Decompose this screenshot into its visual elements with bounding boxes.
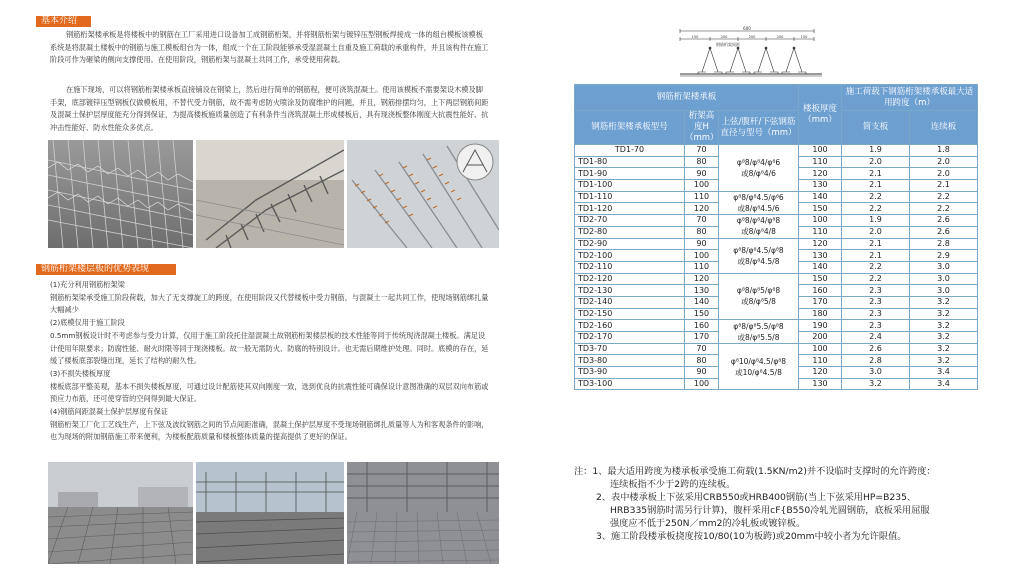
cell-simple: 2.8 (842, 355, 910, 367)
cell-simple: 2.2 (842, 203, 910, 215)
photo-site-1 (48, 462, 193, 564)
cell-thickness: 130 (799, 250, 842, 262)
cell-height: 70 (685, 343, 719, 355)
cell-continuous: 2.9 (910, 250, 978, 262)
cell-continuous: 3.0 (910, 261, 978, 273)
section-title-advantages: 钢筋桁架楼层板的优势表现 (36, 264, 176, 275)
th-thickness: 楼板厚度（mm） (799, 85, 842, 145)
cell-simple: 2.2 (842, 191, 910, 203)
cell-height: 120 (685, 203, 719, 215)
cell-height: 160 (685, 320, 719, 332)
cell-model: TD2-160 (575, 320, 685, 332)
adv-line-6: 楼板底部平整美观，基本不损失楼板厚度，可通过设计配筋使其双向刚度一致，选到优良的抗震性能可确保设计意图准确的双层双向布筋或预应力布筋，还可使穿管的空间得到最大保证。 (50, 381, 489, 404)
cell-continuous: 3.4 (910, 378, 978, 390)
cell-spec-group-4: φ⁸8/φ⁸4.5/φ⁸8 或8/φ⁸4.5/8 (719, 238, 799, 273)
cell-thickness: 140 (799, 191, 842, 203)
adv-line-5: (3)不损失楼板厚度 (50, 368, 111, 378)
dim-total: 600 (743, 26, 751, 31)
cell-height: 100 (685, 250, 719, 262)
table-row (575, 343, 978, 355)
cell-continuous: 3.2 (910, 355, 978, 367)
cell-model: TD1-70 (575, 145, 685, 157)
cell-thickness: 100 (799, 343, 842, 355)
photo-truss-deck-panel (347, 140, 499, 248)
cell-simple: 2.6 (842, 343, 910, 355)
cell-thickness: 200 (799, 332, 842, 344)
cell-spec-group-6: φ⁸8/φ⁸5.5/φ⁸8 或8/φ⁸5.5/8 (719, 320, 799, 343)
cell-thickness: 120 (799, 367, 842, 379)
th-height: 桁架高度H（mm） (685, 111, 719, 143)
cell-simple: 1.9 (842, 145, 910, 157)
photo-truss-closeup (196, 140, 344, 248)
cell-simple: 1.9 (842, 215, 910, 227)
cell-height: 80 (685, 156, 719, 168)
cell-model: TD2-170 (575, 332, 685, 344)
adv-line-7: (4)钢筋间距混凝土保护层厚度有保证 (50, 407, 168, 417)
cell-height: 90 (685, 367, 719, 379)
dim-part-4: 200 (776, 35, 784, 39)
cell-model: TD1-110 (575, 191, 685, 203)
note-1b: 连续板指不少于2跨的连续板。 (610, 479, 736, 490)
cell-simple: 2.3 (842, 296, 910, 308)
th-continuous: 连续板 (910, 111, 978, 145)
note-2b: HRB335钢筋时需另行计算)，腹杆采用cF{B550冷轧光圆钢筋，底板采用屈服 (610, 505, 930, 516)
section-title-intro: 基本介绍 (36, 16, 91, 27)
cell-continuous: 2.1 (910, 180, 978, 192)
table-row (575, 145, 978, 157)
cell-thickness: 110 (799, 156, 842, 168)
cell-simple: 2.1 (842, 238, 910, 250)
cell-continuous: 3.2 (910, 296, 978, 308)
cell-height: 90 (685, 238, 719, 250)
cell-continuous: 2.6 (910, 226, 978, 238)
th-group-span: 施工荷载下钢筋桁架楼承板最大适用跨度（m） (842, 85, 978, 111)
spec-table (574, 84, 978, 390)
cell-continuous: 2.2 (910, 191, 978, 203)
intro-paragraph-2: 在施下现场，可以将钢筋桁架楼承板直接铺设在钢梁上，然后进行简单的钢筋程，便可浇筑混凝土。使用该模板不需要架设木模及脚手架，底部镀锌压型钢板仅做模板用，不替代受力钢筋，故不需考虑防火喷涂及防腐维护的问题，并且，钢筋排摆均匀，上下两层钢筋间距及混凝土保护层厚度能充分得到保证，为提高楼板施质量创造了有利条件当浇筑混凝土形成楼板后，具有现浇板整体刚度大抗震性能好、抗冲击性能好、防水性能众多优点。 (50, 85, 489, 133)
cell-continuous: 3.2 (910, 332, 978, 344)
th-model: 钢筋桁架楼承板型号 (575, 111, 685, 145)
cell-thickness: 110 (799, 355, 842, 367)
table-row (575, 320, 978, 332)
cell-thickness: 150 (799, 203, 842, 215)
cell-thickness: 120 (799, 238, 842, 250)
cell-model: TD3-70 (575, 343, 685, 355)
cell-height: 100 (685, 378, 719, 390)
cell-continuous: 1.8 (910, 145, 978, 157)
cell-continuous: 2.8 (910, 238, 978, 250)
cell-height: 110 (685, 261, 719, 273)
dim-part-5: 150 (800, 35, 808, 39)
photo-site-3 (347, 462, 499, 564)
dim-part-1: 150 (691, 35, 699, 39)
cell-height: 80 (685, 226, 719, 238)
cell-simple: 2.1 (842, 250, 910, 262)
cell-continuous: 3.0 (910, 285, 978, 297)
cell-height: 70 (685, 145, 719, 157)
cell-continuous: 3.2 (910, 343, 978, 355)
adv-line-3: (2)底模仅用于施工阶段 (50, 318, 125, 328)
cell-continuous: 2.2 (910, 203, 978, 215)
cell-thickness: 120 (799, 168, 842, 180)
note-2a: 2、表中楼承板上下弦采用CRB550或HRB400钢筋(当上下弦采用HP=B235、 (596, 492, 917, 503)
cell-continuous: 3.0 (910, 273, 978, 285)
cell-thickness: 100 (799, 215, 842, 227)
cell-height: 90 (685, 168, 719, 180)
cell-model: TD1-80 (575, 156, 685, 168)
cell-simple: 2.0 (842, 156, 910, 168)
cell-model: TD1-100 (575, 180, 685, 192)
cell-continuous: 3.2 (910, 320, 978, 332)
intro-paragraph-1: 钢筋桁架楼承板是将楼板中的钢筋在工厂采用进口设备加工成钢筋桁架，并将钢筋桁架与镀锌压型钢板焊接成一体的组台模板该模板系统是将混凝土楼板中的钢筋与施工模板组台为一体，组成一个在工阶段能够承受湿混凝土自重及施工荷载的承重构件，并且该构件在施工阶段可作为砸梁的侧向支撑使用。在使用阶段，钢筋桁架与混凝土共同工作，承受使用荷载。 (50, 30, 489, 65)
cell-height: 140 (685, 296, 719, 308)
notes (574, 465, 1014, 543)
cell-height: 120 (685, 273, 719, 285)
cell-simple: 2.1 (842, 180, 910, 192)
cell-spec-group-2: φ⁸8/φ⁸4.5/φ⁸6 或8/φ⁸4.5/6 (719, 191, 799, 214)
cell-height: 110 (685, 191, 719, 203)
cell-model: TD2-120 (575, 273, 685, 285)
cell-continuous: 2.6 (910, 215, 978, 227)
truss-cross-section-diagram (672, 26, 822, 82)
cell-simple: 2.3 (842, 285, 910, 297)
cell-height: 80 (685, 355, 719, 367)
cell-continuous: 2.0 (910, 168, 978, 180)
cell-simple: 2.2 (842, 273, 910, 285)
cell-model: TD2-110 (575, 261, 685, 273)
table-row (575, 215, 978, 227)
dim-part-3: 200 (748, 35, 756, 39)
cell-height: 150 (685, 308, 719, 320)
cell-spec-group-7: φ⁸10/φ⁸4.5/φ⁸8 或10/φ⁸4.5/8 (719, 343, 799, 390)
adv-line-1: (1)充分利用钢筋桁架梁 (50, 280, 125, 289)
cell-model: TD2-150 (575, 308, 685, 320)
table-row (575, 273, 978, 285)
cell-simple: 2.3 (842, 308, 910, 320)
note-1a: 注：1、最大适用跨度为楼承板承受施工荷载(1.5KN/m2)并不设临时支撑时的允许跨度： (574, 466, 936, 477)
cell-thickness: 190 (799, 320, 842, 332)
th-simple: 简支板 (842, 111, 910, 145)
cell-thickness: 170 (799, 296, 842, 308)
cell-spec-group-5: φ⁸8/φ⁸5/φ⁸8 或8/φ⁸5/8 (719, 273, 799, 320)
cell-height: 70 (685, 215, 719, 227)
diagram-label: 钢筋桁架间距 (716, 42, 740, 47)
cell-model: TD3-100 (575, 378, 685, 390)
photo-site-2 (196, 462, 344, 564)
adv-line-2: 钢筋桁架梁承受施工阶段荷载，加大了无支撑旋工的跨度，在使用阶段又代替楼板中受力钢筋，与混凝土一起共同工作，使现场钢筋绑扎量大幅减少 (50, 292, 489, 315)
cell-height: 130 (685, 285, 719, 297)
th-diameter: 上弦/腹杆/下弦钢筋直径与型号（mm） (719, 111, 799, 145)
th-group-truss: 钢筋桁架楼承板 (575, 85, 799, 111)
table-row (575, 238, 978, 250)
cell-model: TD2-70 (575, 215, 685, 227)
cell-thickness: 160 (799, 285, 842, 297)
adv-line-8: 钢筋桁架工厂化工艺线生产，上下弦及波纹钢筋之间的节点间距准确，混凝土保护层厚度不受现场钢筋绑扎质量等人为和客观条件的影响，也为现场的附加钢筋施工带来便利，为楼板配筋质量和楼板整体质量的提高提供了更好的保证。 (50, 419, 489, 442)
cell-thickness: 130 (799, 180, 842, 192)
table-row (575, 191, 978, 203)
cell-simple: 2.0 (842, 226, 910, 238)
cell-height: 100 (685, 180, 719, 192)
photo-truss-rebar-stack (48, 140, 193, 248)
cell-thickness: 100 (799, 145, 842, 157)
note-2c: 强度应不低于250N／mm2的冷轧板或镀锌板。 (610, 518, 806, 529)
cell-height: 170 (685, 332, 719, 344)
cell-model: TD2-140 (575, 296, 685, 308)
cell-continuous: 3.2 (910, 308, 978, 320)
cell-model: TD3-90 (575, 367, 685, 379)
cell-thickness: 150 (799, 273, 842, 285)
cell-model: TD2-100 (575, 250, 685, 262)
cell-simple: 3.2 (842, 378, 910, 390)
cell-model: TD2-80 (575, 226, 685, 238)
advantages-text (50, 279, 490, 444)
cell-thickness: 180 (799, 308, 842, 320)
note-3: 3、施工阶段楼承板挠度按10/80(10为板跨)或20mm中较小者为允许限值。 (596, 531, 907, 542)
adv-line-4: 0.5mm钢板设计时不考虑参与受力计算，仅用于施工阶段托住湿混凝土故钢筋桁架楼层板的技术性能等同于传统现浇混凝土楼板。满足设计使用年限要求；防腐性能、耐火时限等同于现浇楼板。故一般无需防火、防腐的特别设计。也无需后期维护处理。同时。底模的存在，延缓了楼板底部裂缝出现，延长了结构的耐久性。 (50, 330, 489, 366)
cell-spec-group-1: φ⁸8/φ⁸4/φ⁸6 或8/φ⁸4/6 (719, 145, 799, 192)
cell-simple: 2.3 (842, 320, 910, 332)
cell-model: TD1-120 (575, 203, 685, 215)
cell-model: TD1-90 (575, 168, 685, 180)
cell-model: TD2-90 (575, 238, 685, 250)
cell-model: TD3-80 (575, 355, 685, 367)
cell-continuous: 3.4 (910, 367, 978, 379)
cell-simple: 2.2 (842, 261, 910, 273)
cell-model: TD2-130 (575, 285, 685, 297)
cell-thickness: 130 (799, 378, 842, 390)
cell-simple: 2.4 (842, 332, 910, 344)
dim-part-2: 200 (720, 35, 728, 39)
cell-spec-group-3: φ⁸8/φ⁸4/φ⁸8 或8/φ⁸4/8 (719, 215, 799, 238)
cell-thickness: 110 (799, 226, 842, 238)
cell-simple: 3.0 (842, 367, 910, 379)
cell-simple: 2.1 (842, 168, 910, 180)
cell-thickness: 140 (799, 261, 842, 273)
cell-continuous: 2.0 (910, 156, 978, 168)
